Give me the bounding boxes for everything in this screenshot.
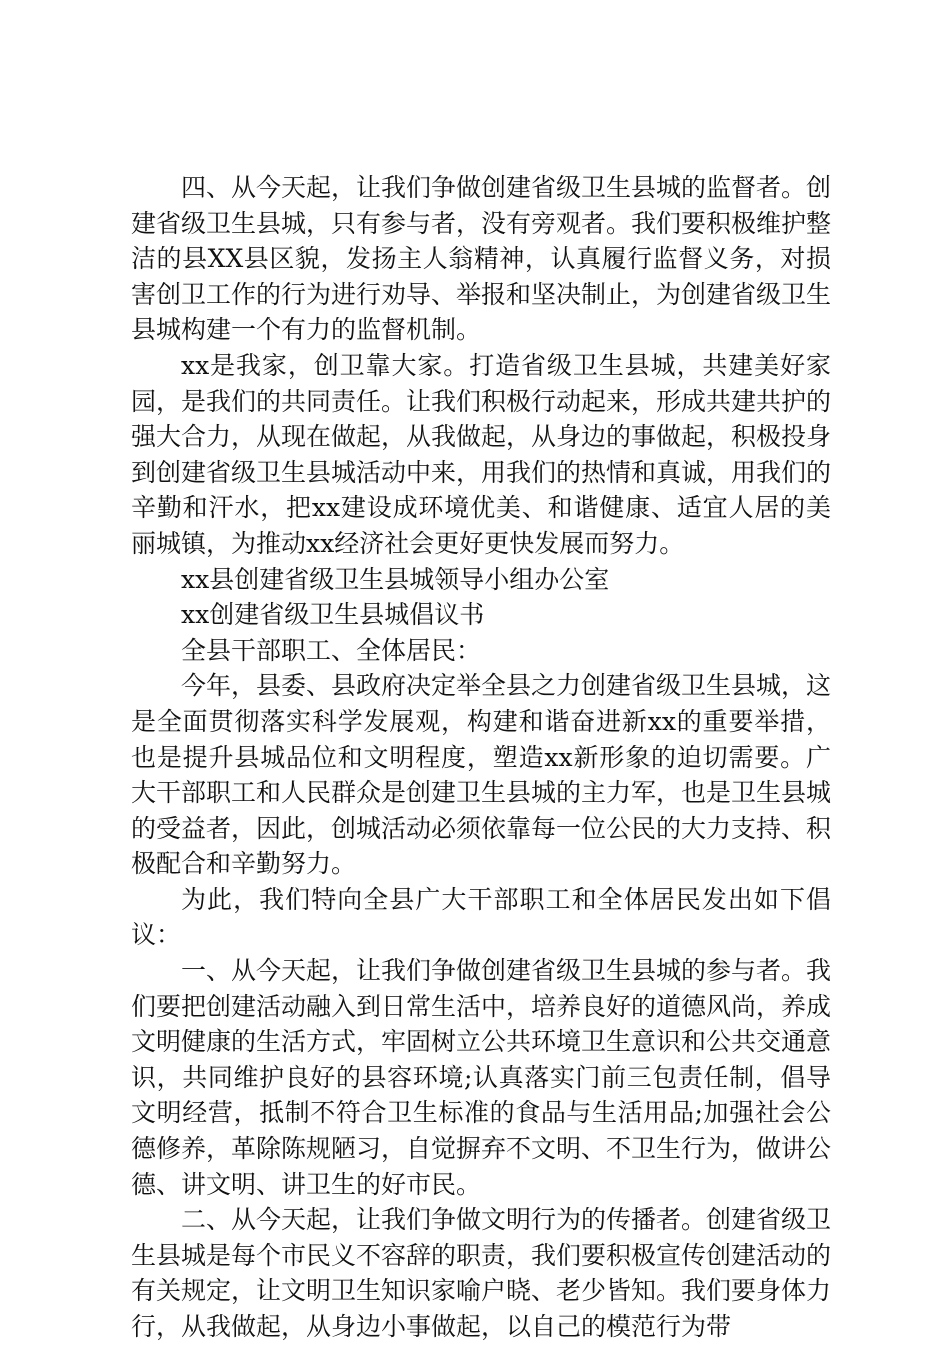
paragraph-intro: 今年，县委、县政府决定举全县之力创建省级卫生县城，这是全面贯彻落实科学发展观，构建和谐奋进新xx的重要举措，也是提升县城品位和文明程度，塑造xx新形象的迫切需要。广大干部职工和人民群众是创建卫生县城的主力军，也是卫生县城的受益者，因此，创城活动必须依靠每一位公民的大力支持、积极配合和辛勤努力。 [131,671,832,879]
document-body [131,170,831,1345]
paragraph-proposal: 为此，我们特向全县广大干部职工和全体居民发出如下倡议： [131,884,831,950]
document-heading: xx创建省级卫生县城倡议书 [181,600,485,630]
paragraph-call-to-action: xx是我家，创卫靠大家。打造省级卫生县城，共建美好家园，是我们的共同责任。让我们积极行动起来，形成共建共护的强大合力，从现在做起，从我做起，从身边的事做起，积极投身到创建省级卫生县城活动中来，用我们的热情和真诚，用我们的辛勤和汗水，把xx建设成环境优美、和谐健康、适宜人居的美丽城镇，为推动xx经济社会更好更快发展而努力。 [131,350,832,558]
paragraph-supervisor: 四、从今天起，让我们争做创建省级卫生县城的监督者。创建省级卫生县城，只有参与者，没有旁观者。我们要积极维护整洁的县XX县区貌，发扬主人翁精神，认真履行监督义务，对损害创卫工作的行为进行劝导、举报和坚决制止，为创建省级卫生县城构建一个有力的监督机制。 [131,173,832,345]
paragraph-propagator: 二、从今天起，让我们争做文明行为的传播者。创建省级卫生县城是每个市民义不容辞的职责，我们要积极宣传创建活动的有关规定，让文明卫生知识家喻户晓、老少皆知。我们要身体力行，从我做起，从身边小事做起，以自己的模范行为带 [131,1205,832,1341]
salutation: 全县干部职工、全体居民： [181,635,482,665]
paragraph-participant: 一、从今天起，让我们争做创建省级卫生县城的参与者。我们要把创建活动融入到日常生活中，培养良好的道德风尚，养成文明健康的生活方式，牢固树立公共环境卫生意识和公共交通意识，共同维护良好的县容环境;认真落实门前三包责任制，倡导文明经营，抵制不符合卫生标准的食品与生活用品;加强社会公德修养，革除陈规陋习，自觉摒弃不文明、不卫生行为，做讲公德、讲文明、讲卫生的好市民。 [131,956,832,1199]
signature-office: xx县创建省级卫生县城领导小组办公室 [181,564,610,594]
